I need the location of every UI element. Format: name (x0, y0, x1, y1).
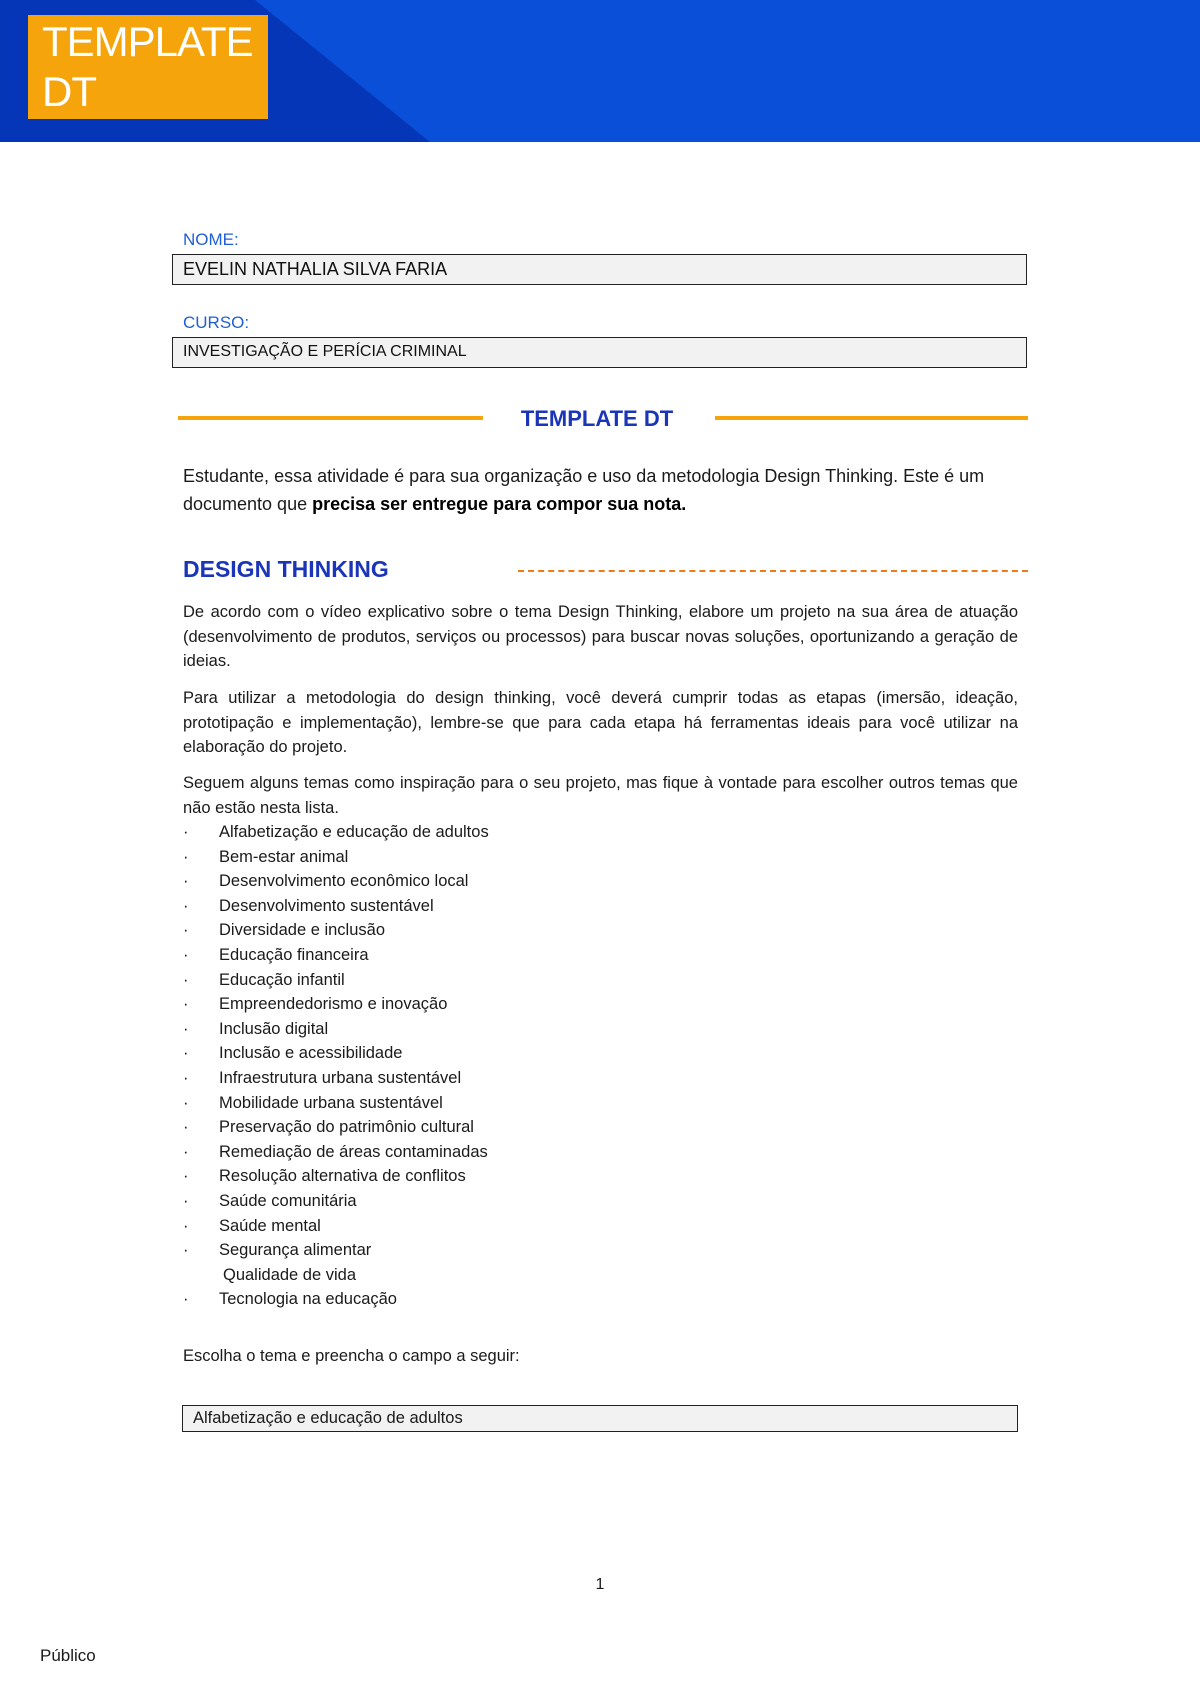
paragraph-2: Para utilizar a metodologia do design thinking, você deverá cumprir todas as etapas (imersão, ideação, prototipação e implementação), lembre-se que para cada etapa há ferramentas ideais para você utilizar na elaboração do projeto. (183, 689, 1018, 756)
course-field[interactable]: INVESTIGAÇÃO E PERÍCIA CRIMINAL (172, 337, 1027, 368)
list-item-label: Infraestrutura urbana sustentável (219, 1068, 462, 1087)
list-item-label: Desenvolvimento econômico local (219, 872, 469, 891)
bullet: · (183, 1068, 189, 1087)
list-item-label: Saúde comunitária (219, 1191, 357, 1210)
bullet: · (183, 1019, 189, 1038)
list-item (183, 1287, 489, 1312)
list-item-label: Educação financeira (219, 945, 369, 964)
list-item (183, 1041, 489, 1066)
bullet: · (183, 896, 189, 915)
bullet: · (183, 1093, 189, 1112)
list-item-label: Empreendedorismo e inovação (219, 995, 448, 1014)
list-item-label: Diversidade e inclusão (219, 921, 386, 940)
list-item-label: Bem-estar animal (219, 847, 349, 866)
list-item-label: Segurança alimentar (219, 1241, 372, 1260)
bullet: · (183, 872, 189, 891)
list-item-label: Tecnologia na educação (219, 1290, 397, 1309)
bullet: · (183, 945, 189, 964)
list-item (183, 992, 489, 1017)
list-item-label: Remediação de áreas contaminadas (219, 1142, 488, 1161)
page-number: 1 (595, 1576, 605, 1593)
list-item-label: Alfabetização e educação de adultos (219, 823, 489, 841)
bullet: · (183, 970, 189, 989)
list-item (183, 1164, 489, 1189)
section-title: TEMPLATE DT (520, 406, 674, 431)
name-field[interactable]: EVELIN NATHALIA SILVA FARIA (172, 254, 1027, 285)
name-label: NOME: (183, 230, 239, 249)
list-item-label: Mobilidade urbana sustentável (219, 1093, 443, 1112)
title-rule-left (178, 416, 483, 420)
list-item (183, 943, 489, 968)
footer-classification-label: Público (40, 1646, 96, 1665)
bullet: · (183, 995, 189, 1014)
header-band (0, 0, 1200, 142)
list-item (183, 1017, 489, 1042)
bullet: · (183, 921, 189, 940)
list-item-label: Preservação do patrimônio cultural (219, 1118, 474, 1137)
list-item-label: Qualidade de vida (223, 1265, 357, 1284)
design-thinking-heading: DESIGN THINKING (183, 556, 389, 582)
list-item (183, 1238, 489, 1263)
bullet: · (183, 847, 189, 866)
list-item (183, 1214, 489, 1239)
list-item (183, 869, 489, 894)
intro-emphasis: precisa ser entregue para compor sua nota. (312, 494, 687, 514)
list-item-label: Inclusão digital (219, 1019, 329, 1038)
list-item (183, 1263, 489, 1288)
list-item-label: Desenvolvimento sustentável (219, 896, 434, 915)
paragraph-1: De acordo com o vídeo explicativo sobre o tema Design Thinking, elabore um projeto na sua área de atuação (desenvolvimento de produtos, serviços ou processos) para buscar novas soluções, oportunizando a geração de ideias. (183, 603, 1018, 670)
list-item (183, 1066, 489, 1091)
chosen-topic-field[interactable]: Alfabetização e educação de adultos (182, 1405, 1018, 1432)
list-item (183, 1115, 489, 1140)
template-badge-text: TEMPLATE DT (42, 18, 253, 115)
list-item (183, 968, 489, 993)
list-item-label: Inclusão e acessibilidade (219, 1044, 403, 1063)
choose-prompt: Escolha o tema e preencha o campo a seguir: (183, 1347, 520, 1365)
title-rule-right (715, 416, 1028, 420)
intro-paragraph (183, 462, 1018, 518)
bullet: · (183, 1167, 189, 1186)
bullet: · (183, 1118, 189, 1137)
list-item (183, 918, 489, 943)
bullet: · (183, 1290, 189, 1309)
list-item-label: Resolução alternativa de conflitos (219, 1167, 466, 1186)
list-item (183, 894, 489, 919)
list-item (183, 1140, 489, 1165)
bullet: · (183, 1191, 189, 1210)
list-item-label: Educação infantil (219, 970, 345, 989)
list-item (183, 820, 489, 845)
list-item (183, 1189, 489, 1214)
topic-list (183, 820, 489, 1312)
bullet: · (183, 1044, 189, 1063)
heading-dashed-rule (518, 570, 1028, 572)
template-badge (28, 15, 268, 119)
bullet: · (183, 823, 189, 841)
bullet: · (183, 1216, 189, 1235)
paragraph-3: Seguem alguns temas como inspiração para o seu projeto, mas fique à vontade para escolher outros temas que não estão nesta lista. (183, 774, 1018, 817)
bullet: · (183, 1142, 189, 1161)
course-label: CURSO: (183, 313, 250, 332)
bullet: · (183, 1241, 189, 1260)
list-item (183, 845, 489, 870)
intro-text: Estudante, essa atividade é para sua organização e uso da metodologia Design Thinking. Este é um documento que (183, 466, 985, 514)
list-item (183, 1091, 489, 1116)
list-item-label: Saúde mental (219, 1216, 321, 1235)
